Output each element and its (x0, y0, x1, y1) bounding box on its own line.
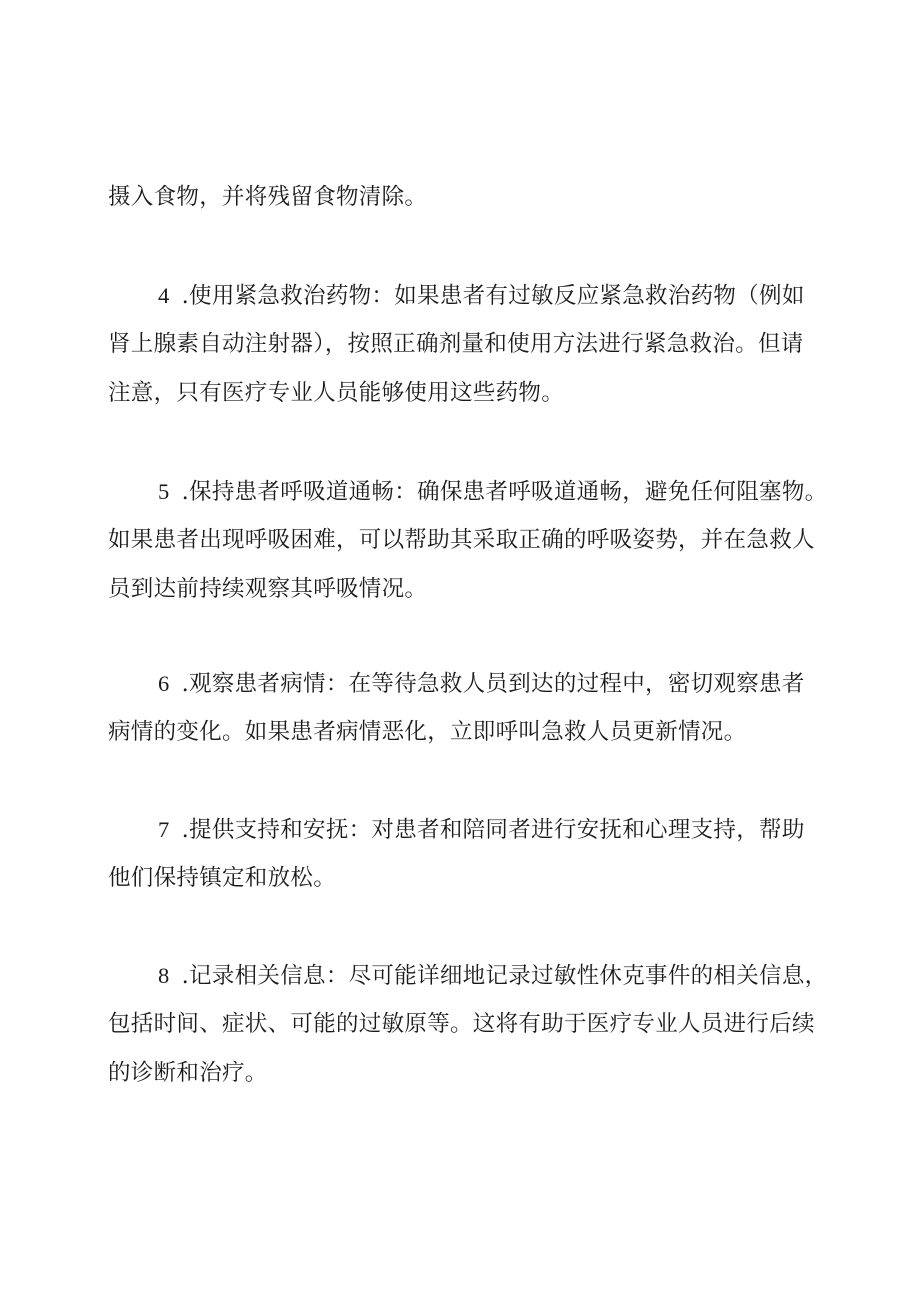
paragraph-line: 注意，只有医疗专业人员能够使用这些药物。 (108, 380, 565, 406)
paragraph-line: 病情的变化。如果患者病情恶化，立即呼叫急救人员更新情况。 (108, 719, 747, 745)
paragraph-item-4 (108, 271, 838, 418)
paragraph-continuation (108, 173, 838, 222)
paragraph-line: 包括时间、症状、可能的过敏原等。这将有助于医疗专业人员进行后续 (108, 1011, 815, 1037)
item-heading-text: .观察患者病情：在等待急救人员到达的过程中，密切观察患者 (181, 671, 805, 697)
paragraph-line: 他们保持镇定和放松。 (108, 865, 337, 891)
paragraph-line: 肾上腺素自动注射器），按照正确剂量和使用方法进行紧急救治。但请 (108, 331, 804, 357)
item-number: 4 (158, 283, 170, 308)
paragraph-line: 的诊断和治疗。 (108, 1060, 268, 1086)
paragraph-line: 员到达前持续观察其呼吸情况。 (108, 576, 428, 602)
item-number: 6 (158, 671, 170, 696)
item-heading-text: .保持患者呼吸道通畅：确保患者呼吸道通畅，避免任何阻塞物。 (181, 479, 828, 505)
item-number: 8 (158, 963, 170, 988)
item-number: 5 (158, 479, 170, 504)
item-heading-text: .记录相关信息：尽可能详细地记录过敏性休克事件的相关信息， (181, 963, 828, 989)
paragraph-first-line (108, 805, 838, 854)
paragraph-item-7 (108, 805, 838, 903)
item-number: 7 (158, 817, 170, 842)
paragraph-line: 摄入食物，并将残留食物清除。 (108, 184, 428, 210)
paragraph-first-line (108, 467, 838, 516)
paragraph-item-8 (108, 951, 838, 1098)
paragraph-first-line (108, 659, 838, 708)
item-heading-text: .使用紧急救治药物：如果患者有过敏反应紧急救治药物（例如 (181, 283, 805, 309)
paragraph-item-5 (108, 467, 838, 614)
paragraph-item-6 (108, 659, 838, 757)
paragraph-first-line (108, 951, 838, 1000)
paragraph-first-line (108, 271, 838, 320)
paragraph-line: 如果患者出现呼吸困难，可以帮助其采取正确的呼吸姿势，并在急救人 (108, 527, 815, 553)
item-heading-text: .提供支持和安抚：对患者和陪同者进行安抚和心理支持，帮助 (181, 817, 805, 843)
